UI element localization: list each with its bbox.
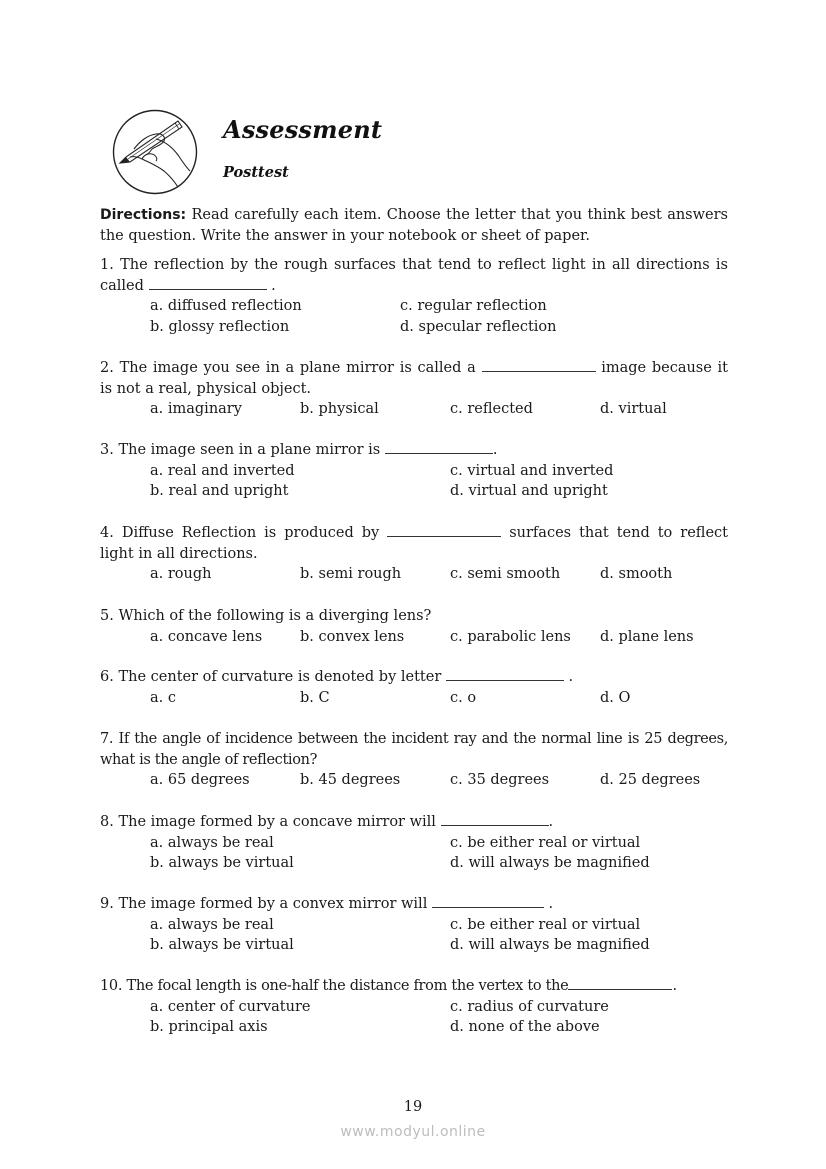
option-c: c. o — [450, 689, 477, 706]
question-text-end: . — [266, 277, 276, 294]
option-b: b. glossy reflection — [150, 319, 290, 336]
question-8 — [100, 812, 728, 874]
question-5 — [100, 606, 728, 647]
question-stem — [100, 523, 728, 564]
options — [100, 627, 728, 648]
option-a: a. imaginary — [150, 401, 242, 418]
question-text-end: . — [492, 442, 498, 458]
option-d: d. will always be magnified — [450, 937, 650, 954]
answer-blank — [568, 977, 672, 990]
option-b: b. convex lens — [300, 628, 405, 645]
answer-blank — [149, 277, 267, 290]
directions-label: Directions: — [100, 207, 187, 223]
option-a: a. diffused reflection — [150, 298, 302, 315]
answer-blank — [432, 895, 544, 908]
answer-blank — [482, 359, 596, 372]
question-6 — [100, 667, 728, 708]
option-d: d. smooth — [600, 566, 673, 583]
question-stem — [100, 729, 728, 770]
question-text-end: . — [563, 669, 574, 685]
question-text: The focal length is one-half the distance from the vertex to the — [126, 978, 569, 994]
option-c: c. 35 degrees — [450, 772, 550, 789]
question-text: If the angle of incidence between the incident ray and the normal line is 25 degrees, what is the angle of reflection? — [100, 731, 728, 768]
question-text-end: surfaces that tend to reflect light in all directions. — [100, 525, 728, 562]
question-stem — [100, 812, 728, 833]
option-d: d. 25 degrees — [600, 772, 701, 789]
question-text: Diffuse Reflection is produced by — [121, 525, 388, 541]
option-d: d. O — [600, 689, 631, 706]
question-stem — [100, 976, 728, 997]
question-1 — [100, 255, 728, 338]
question-text: The reflection by the rough surfaces that tend to reflect light in all directions is called — [100, 257, 728, 294]
options — [100, 461, 728, 502]
option-b: b. 45 degrees — [300, 772, 401, 789]
option-a: a. c — [150, 689, 176, 706]
page-title: Assessment — [223, 115, 383, 144]
question-text: The image formed by a convex mirror will — [118, 896, 432, 912]
answer-blank — [446, 668, 564, 681]
question-stem — [100, 440, 728, 461]
question-text-end: . — [543, 896, 554, 912]
option-a: a. 65 degrees — [150, 772, 250, 789]
options — [100, 296, 728, 337]
question-text-end: image because it is not a real, physical object. — [100, 360, 729, 397]
option-a: a. always be real — [150, 834, 274, 851]
directions — [100, 205, 728, 247]
option-c: c. radius of curvature — [450, 998, 609, 1015]
question-number: 9. — [100, 896, 114, 912]
option-c: c. be either real or virtual — [450, 834, 641, 851]
watermark: www.modyul.online — [340, 1124, 486, 1140]
question-number: 5. — [100, 608, 114, 624]
question-number: 10. — [100, 978, 123, 994]
option-b: b. always be virtual — [150, 937, 294, 954]
option-d: d. will always be magnified — [450, 855, 650, 872]
page-number: 19 — [403, 1099, 423, 1115]
question-stem — [100, 606, 728, 627]
option-b: b. physical — [300, 401, 379, 418]
options — [100, 399, 728, 420]
option-b: b. principal axis — [150, 1019, 268, 1036]
option-c: c. semi smooth — [450, 566, 561, 583]
question-7 — [100, 729, 728, 791]
question-text: The image seen in a plane mirror is — [118, 442, 385, 458]
question-stem — [100, 894, 728, 915]
options — [100, 770, 728, 791]
question-number: 2. — [100, 360, 114, 376]
question-stem — [100, 255, 728, 296]
options — [100, 997, 728, 1038]
answer-blank — [441, 813, 549, 826]
option-c: c. be either real or virtual — [450, 916, 641, 933]
option-d: d. plane lens — [600, 628, 694, 645]
options — [100, 688, 728, 709]
option-d: d. virtual — [600, 401, 667, 418]
question-text-end: . — [548, 814, 554, 830]
question-3 — [100, 440, 728, 502]
question-2 — [100, 358, 728, 420]
option-d: d. none of the above — [450, 1019, 600, 1036]
question-10 — [100, 976, 728, 1038]
page-subtitle: Posttest — [223, 164, 289, 181]
option-a: a. always be real — [150, 916, 274, 933]
option-d: d. virtual and upright — [450, 483, 608, 500]
option-b: b. always be virtual — [150, 855, 294, 872]
option-a: a. concave lens — [150, 628, 263, 645]
answer-blank — [385, 441, 493, 454]
question-text: The image you see in a plane mirror is called a — [119, 360, 482, 376]
question-text-end: . — [672, 978, 677, 994]
question-stem — [100, 358, 728, 399]
answer-blank — [387, 524, 501, 537]
directions-text: Read carefully each item. Choose the letter that you think best answers the question. Write the answer in your notebook or sheet of paper. — [100, 207, 728, 244]
option-c: c. regular reflection — [400, 298, 547, 315]
question-9 — [100, 894, 728, 956]
options — [100, 564, 728, 585]
hand-writing-pencil-icon — [112, 109, 198, 195]
option-d: d. specular reflection — [400, 319, 557, 336]
option-a: a. center of curvature — [150, 998, 311, 1015]
question-number: 1. — [100, 257, 114, 273]
option-c: c. reflected — [450, 401, 533, 418]
option-c: c. parabolic lens — [450, 628, 571, 645]
question-number: 8. — [100, 814, 114, 830]
question-number: 7. — [100, 731, 114, 747]
option-b: b. real and upright — [150, 483, 289, 500]
option-c: c. virtual and inverted — [450, 462, 614, 479]
options — [100, 915, 728, 956]
option-b: b. C — [300, 689, 330, 706]
question-number: 3. — [100, 442, 114, 458]
option-a: a. real and inverted — [150, 462, 295, 479]
question-text: Which of the following is a diverging lens? — [118, 608, 432, 624]
question-number: 6. — [100, 669, 114, 685]
question-stem — [100, 667, 728, 688]
option-b: b. semi rough — [300, 566, 402, 583]
question-4 — [100, 523, 728, 585]
options — [100, 833, 728, 874]
question-number: 4. — [100, 525, 114, 541]
option-a: a. rough — [150, 566, 212, 583]
question-text: The image formed by a concave mirror will — [118, 814, 441, 830]
question-text: The center of curvature is denoted by letter — [118, 669, 446, 685]
